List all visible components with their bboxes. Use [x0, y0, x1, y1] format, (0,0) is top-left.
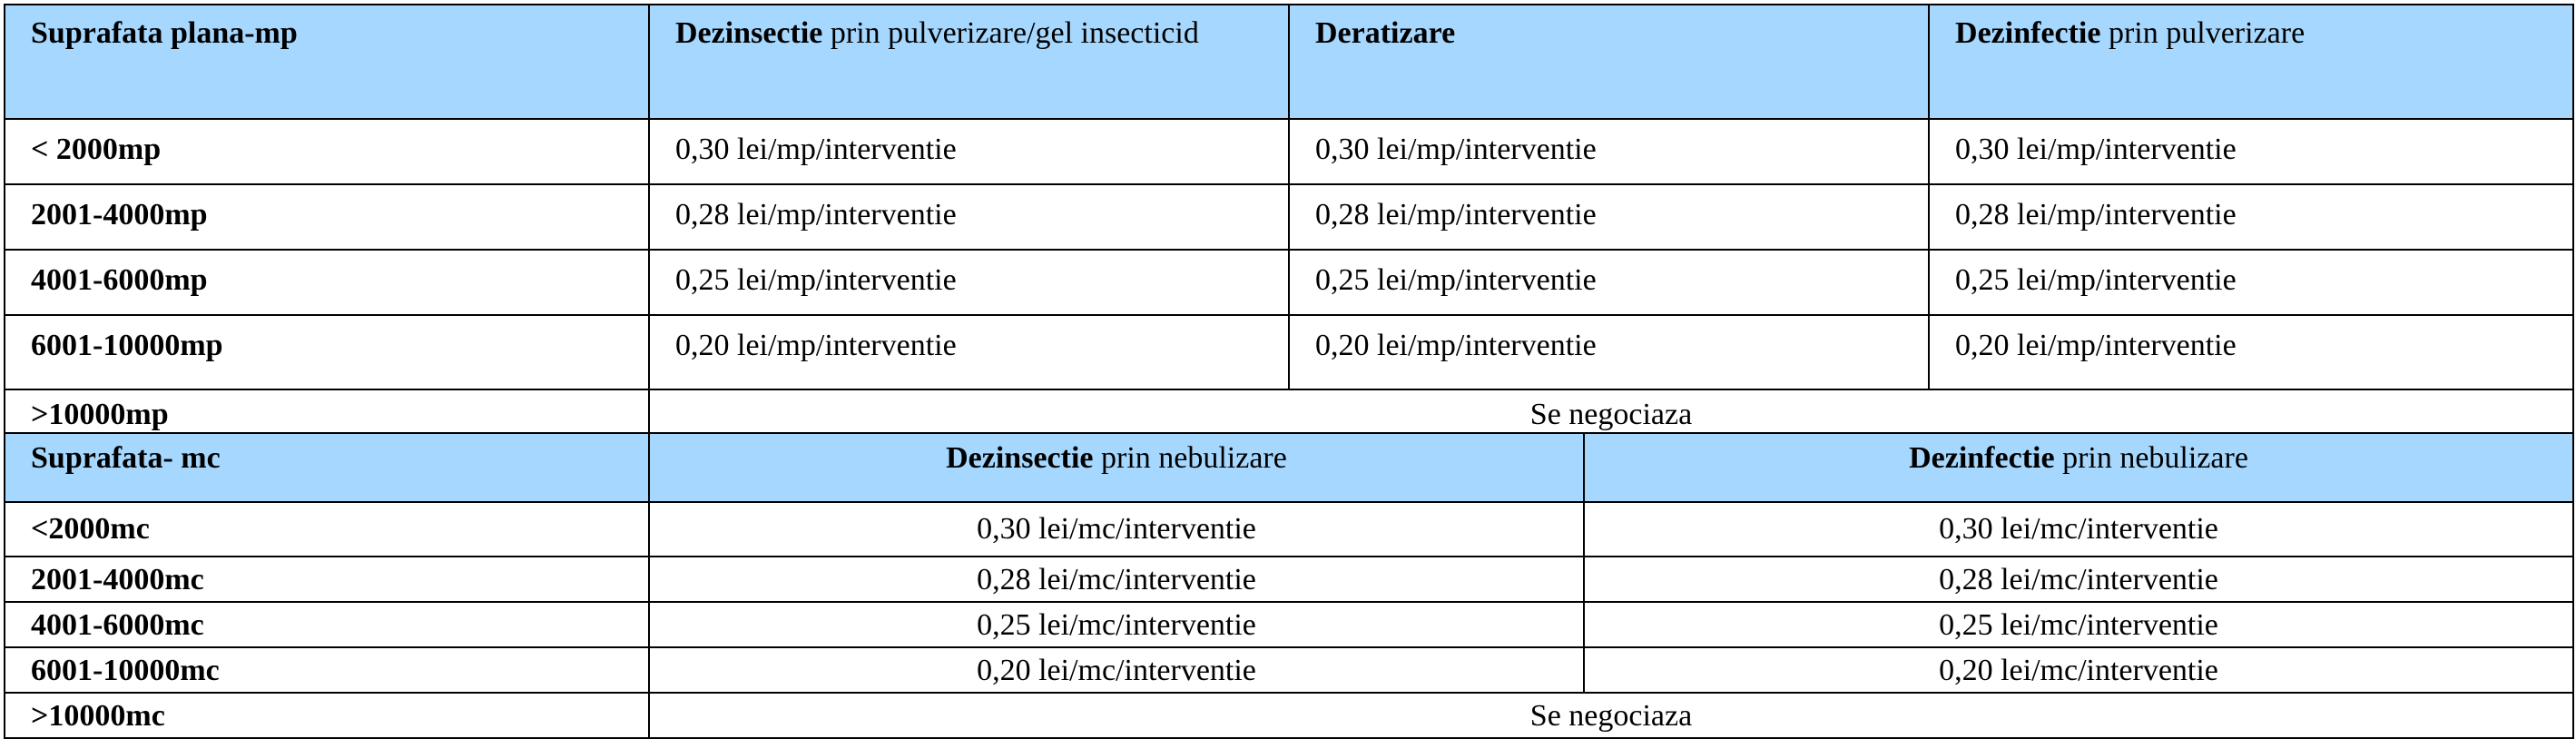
table-row [5, 602, 2573, 647]
planar-negotiable: Se negociaza [649, 389, 2573, 433]
planar-header-surface: Suprafata plana-mp [5, 5, 649, 119]
planar-header-dezinfectie: Dezinfectie prin pulverizare [1929, 5, 2573, 119]
pricing-table [4, 4, 2574, 739]
planar-dezinsectie-price: 0,25 lei/mp/interventie [649, 250, 1289, 315]
volume-range: <2000mc [5, 502, 649, 557]
volume-dezinfectie-price: 0,28 lei/mc/interventie [1584, 557, 2573, 602]
planar-dezinfectie-price: 0,25 lei/mp/interventie [1929, 250, 2573, 315]
planar-range: >10000mp [5, 389, 649, 433]
table-row [5, 184, 2573, 250]
volume-range: 2001-4000mc [5, 557, 649, 602]
planar-dezinfectie-price: 0,30 lei/mp/interventie [1929, 119, 2573, 184]
planar-dezinfectie-price: 0,28 lei/mp/interventie [1929, 184, 2573, 250]
planar-range: 6001-10000mp [5, 315, 649, 389]
planar-header-deratizare: Deratizare [1289, 5, 1929, 119]
volume-dezinfectie-price: 0,25 lei/mc/interventie [1584, 602, 2573, 647]
table-row [5, 250, 2573, 315]
planar-dezinsectie-price: 0,28 lei/mp/interventie [649, 184, 1289, 250]
volume-dezinfectie-price: 0,30 lei/mc/interventie [1584, 502, 2573, 557]
table-row [5, 693, 2573, 738]
volume-range: 4001-6000mc [5, 602, 649, 647]
planar-deratizare-price: 0,30 lei/mp/interventie [1289, 119, 1929, 184]
planar-range: 2001-4000mp [5, 184, 649, 250]
planar-range: 4001-6000mp [5, 250, 649, 315]
volume-dezinfectie-price: 0,20 lei/mc/interventie [1584, 647, 2573, 693]
volume-dezinsectie-price: 0,28 lei/mc/interventie [649, 557, 1584, 602]
volume-header-dezinfectie: Dezinfectie prin nebulizare [1584, 433, 2573, 502]
planar-dezinsectie-price: 0,30 lei/mp/interventie [649, 119, 1289, 184]
planar-dezinsectie-price: 0,20 lei/mp/interventie [649, 315, 1289, 389]
volume-header-surface: Suprafata- mc [5, 433, 649, 502]
planar-header-row [5, 5, 2573, 119]
table-row [5, 557, 2573, 602]
volume-dezinsectie-price: 0,25 lei/mc/interventie [649, 602, 1584, 647]
planar-dezinfectie-price: 0,20 lei/mp/interventie [1929, 315, 2573, 389]
table-row [5, 119, 2573, 184]
planar-header-dezinsectie: Dezinsectie prin pulverizare/gel insecticid [649, 5, 1289, 119]
table-row [5, 502, 2573, 557]
volume-dezinsectie-price: 0,30 lei/mc/interventie [649, 502, 1584, 557]
volume-negotiable: Se negociaza [649, 693, 2573, 738]
volume-range: >10000mc [5, 693, 649, 738]
planar-deratizare-price: 0,28 lei/mp/interventie [1289, 184, 1929, 250]
table-row [5, 389, 2573, 433]
planar-deratizare-price: 0,20 lei/mp/interventie [1289, 315, 1929, 389]
volume-header-dezinsectie: Dezinsectie prin nebulizare [649, 433, 1584, 502]
price-sheet [4, 4, 2572, 739]
planar-range: < 2000mp [5, 119, 649, 184]
volume-dezinsectie-price: 0,20 lei/mc/interventie [649, 647, 1584, 693]
table-row [5, 647, 2573, 693]
table-row [5, 315, 2573, 389]
volume-header-row [5, 433, 2573, 502]
volume-range: 6001-10000mc [5, 647, 649, 693]
planar-deratizare-price: 0,25 lei/mp/interventie [1289, 250, 1929, 315]
